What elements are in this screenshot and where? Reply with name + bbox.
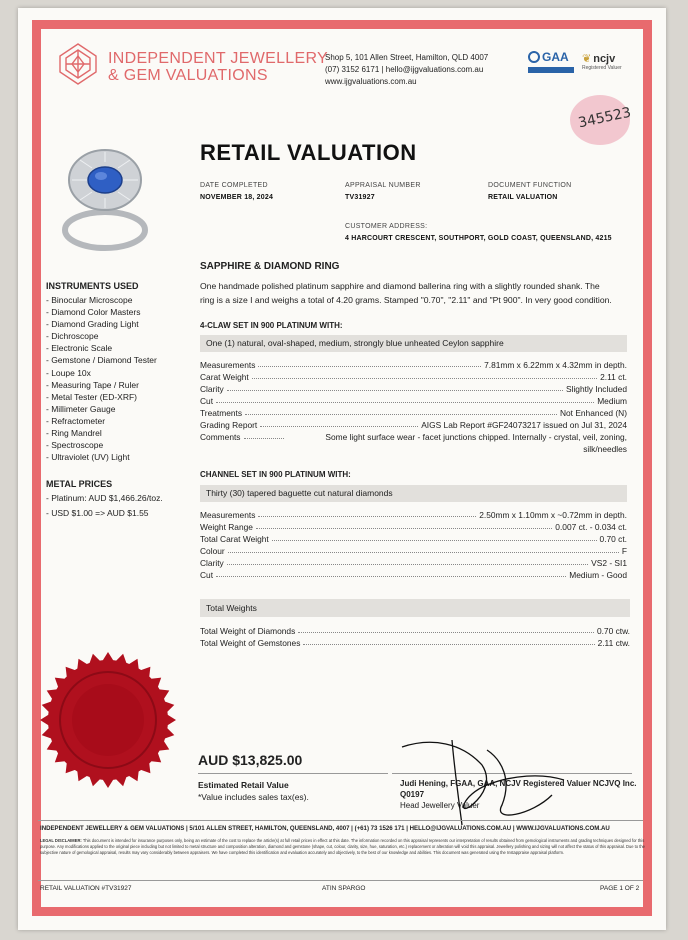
company-phone-email: (07) 3152 6171 | hello@ijgvaluations.com.au [325,65,484,74]
list-item: - Ultraviolet (UV) Light [46,452,130,463]
company-logo-icon [58,42,98,86]
footer-contact: INDEPENDENT JEWELLERY & GEM VALUATIONS | 5/101 ALLEN STREET, HAMILTON, QUEENSLAND, 4007 | (+61) 73 1526 171 | HELLO@IJGVALUATIONS.COM.AU | WWW.IJGVALUATIONS.COM.AU [40,825,610,832]
valuation-amount: AUD $13,825.00 [198,752,303,768]
contact-info [325,52,488,88]
row-key: Colour [200,546,225,556]
table-row [200,508,627,520]
table-row [200,556,627,568]
row-key: Carat Weight [200,372,249,382]
gaa-logo-bar [528,67,574,73]
document-title: RETAIL VALUATION [200,140,417,165]
row-key: Total Carat Weight [200,534,269,544]
customer-address-label: CUSTOMER ADDRESS: [345,223,428,230]
footer-divider [38,820,643,821]
table-row [200,544,627,556]
valuation-note: *Value includes sales tax(es). [198,792,309,802]
list-item: - Diamond Grading Light [46,319,139,330]
list-item: - USD $1.00 => AUD $1.55 [46,508,149,519]
table-row [200,624,630,636]
list-item: - Gemstone / Diamond Tester [46,355,157,366]
table-row [200,406,627,418]
row-key: Measurements [200,360,256,370]
table-row [200,370,627,382]
row-key: Clarity [200,384,224,394]
gaa-globe-icon [528,51,540,63]
list-item: - Millimeter Gauge [46,403,116,414]
company-name-line2: & GEM VALUATIONS [108,67,268,84]
list-item: - Platinum: AUD $1,466.26/toz. [46,493,163,503]
list-item: - Metal Tester (ED-XRF) [46,391,137,402]
company-name-line1: INDEPENDENT JEWELLERY [108,50,328,67]
footer-center: ATIN SPARGO [322,885,366,892]
row-value: 0.70 ctw. [596,626,630,636]
legal-text: This document is intended for insurance purposes only, being an estimate of the cost to replace the article(s) at full retail prices in effect at this date. The information recorded on this appraisal represents our interpretation of results obtained from gemological instruments and grading techniques designed for this purpose. Any modifications applied to the original piece including but not limited to metal structure and composition alteration, diamond and gemstone (shape, cut, colour, clarity, size, hue, saturation, etc.) replacement or alteration will void this appraisal. Jewellery polishing and sizing will not affect the status of this appraisal. Due to the subjective nature of gemological appraisal, results may vary considerably between appraisers. We have completed this identification and evaluation accurately and objectively, to the best of our knowledge and abilities. This document was generated using the Instappraise appraisal platform. [40,838,645,855]
footer-page-number: PAGE 1 OF 2 [600,885,640,892]
row-key: Measurements [200,510,256,520]
metal-prices-list [46,492,163,519]
total-weights-bar: Total Weights [200,599,630,617]
section1-stone-bar: One (1) natural, oval-shaped, medium, strongly blue unheated Ceylon sapphire [200,335,627,352]
legal-label: LEGAL DISCLAIMER: [40,838,82,843]
list-item: - Dichroscope [46,331,99,342]
row-key: Total Weight of Gemstones [200,638,301,648]
row-value: silk/needles [583,444,627,454]
list-item: - Ring Mandrel [46,428,102,439]
company-address: Shop 5, 101 Allen Street, Hamilton, QLD 4007 [325,53,489,62]
list-item: - Electronic Scale [46,343,113,354]
appraisal-number-value: TV31927 [345,194,375,201]
list-item: - Binocular Microscope [46,295,133,305]
row-value: Slightly Included [566,384,627,394]
row-key: Weight Range [200,522,253,532]
item-title: SAPPHIRE & DIAMOND RING [200,261,340,272]
signer-name: Judi Hening, FGAA, GAA, NCJV Registered Valuer NCJVQ Inc. [400,779,637,788]
signer-id: Q0197 [400,790,425,799]
document-function-value: RETAIL VALUATION [488,194,558,201]
row-key: Treatments [200,408,243,418]
valuation-label: Estimated Retail Value [198,780,289,790]
ncjv-logo-subtitle: Registered Valuer [582,65,622,71]
ncjv-logo-text: ncjv [593,52,616,65]
item-description-line1: One handmade polished platinum sapphire and diamond ballerina ring with a slightly rounded shank. The [200,281,600,291]
list-item: - Spectroscope [46,440,104,451]
item-description [200,279,630,307]
row-key: Cut [200,570,214,580]
table-row [200,520,627,532]
date-completed-value: NOVEMBER 18, 2024 [200,194,274,201]
totals-table [200,624,630,648]
valuation-divider [198,773,388,774]
row-value: 2.11 ctw. [597,638,630,648]
row-key: Comments [200,432,241,442]
date-completed-label: DATE COMPLETED [200,182,268,189]
table-row [200,382,627,394]
row-key: Clarity [200,558,224,568]
row-value: 2.50mm x 1.10mm x ~0.72mm in depth. [479,510,627,520]
list-item: - Loupe 10x [46,367,91,378]
row-value: AIGS Lab Report #GF24073217 issued on Jul 31, 2024 [421,420,627,430]
legal-disclaimer [40,838,645,856]
section2-stone-bar: Thirty (30) tapered baguette cut natural diamonds [200,485,627,502]
instruments-heading: INSTRUMENTS USED [46,281,139,291]
list-item: - Refractometer [46,415,106,426]
list-item: - Measuring Tape / Ruler [46,379,139,390]
document-function-label: DOCUMENT FUNCTION [488,182,572,189]
row-value: 0.007 ct. - 0.034 ct. [555,522,627,532]
table-row [200,430,627,442]
instruments-list [46,294,157,463]
ring-photo-image [60,140,150,260]
appraisal-number-label: APPRAISAL NUMBER [345,182,421,189]
table-row [200,636,630,648]
section1-heading: 4-CLAW SET IN 900 PLATINUM WITH: [200,321,343,330]
row-value: Some light surface wear - facet junctions chipped. Internally - crystal, veil, zoning, [325,432,627,442]
table-row [200,394,627,406]
table-row [200,358,627,370]
ncjv-logo [582,52,632,78]
table-row-continuation [200,442,627,454]
row-key: Grading Report [200,420,258,430]
handwritten-number: 345523 [576,104,633,132]
row-value: 0.70 ct. [599,534,627,544]
footer-left: RETAIL VALUATION #TV31927 [40,885,132,892]
item-description-line2: ring is a size I and weighs a total of 4.20 grams. Stamped "0.70", "2.11" and "Pt 900". In very good condition. [200,295,612,305]
table-row [200,418,627,430]
row-value: VS2 - SI1 [591,558,627,568]
ncjv-leaf-icon: ❦ [582,53,592,65]
footer-bottom-divider [38,880,643,881]
section2-table [200,508,627,580]
company-name [108,50,328,84]
row-value: Not Enhanced (N) [559,408,627,418]
customer-address-value: 4 HARCOURT CRESCENT, SOUTHPORT, GOLD COAST, QUEENSLAND, 4215 [345,235,612,242]
row-key: Cut [200,396,214,406]
row-value: F [621,546,627,556]
handwritten-signature-icon [392,735,572,830]
gaa-logo-text: GAA [542,50,569,64]
signer-role: Head Jewellery Valuer [400,801,480,810]
table-row [200,568,627,580]
red-wax-seal-icon [38,640,178,800]
list-item: - Diamond Color Masters [46,307,141,318]
row-key: Total Weight of Diamonds [200,626,296,636]
metal-prices-heading: METAL PRICES [46,479,113,489]
row-value: 7.81mm x 6.22mm x 4.32mm in depth. [484,360,627,370]
gaa-logo [528,50,576,80]
table-row [200,532,627,544]
section2-heading: CHANNEL SET IN 900 PLATINUM WITH: [200,470,351,479]
row-value: Medium - Good [569,570,627,580]
row-value: 2.11 ct. [600,372,627,382]
company-website: www.ijgvaluations.com.au [325,77,417,86]
section1-table [200,358,627,454]
row-value: Medium [597,396,627,406]
